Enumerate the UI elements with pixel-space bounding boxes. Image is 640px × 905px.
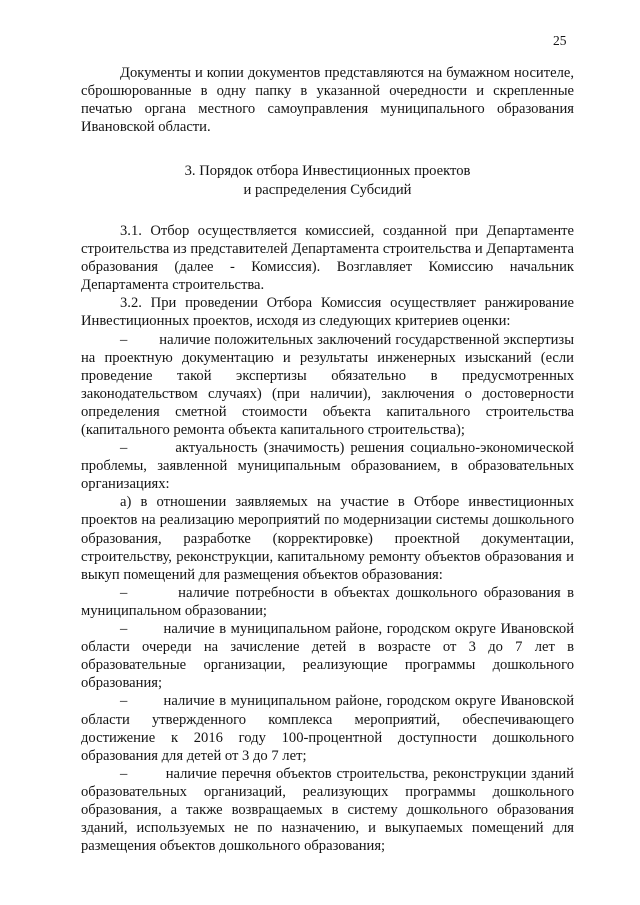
page-number: 25 — [553, 33, 567, 48]
criterion-expertise: – наличие положительных заключений государственной экспертизы на проектную документацию и результаты инженерных изысканий (если проведение такой экспертизы обязательно в предусмотренных законодательством случаях) (при наличии), заключения о достоверности определения сметной стоимости объекта капитального строительства (капитального ремонта объекта капитального строительства); — [81, 331, 574, 438]
criterion-queue: – наличие в муниципальном районе, городском округе Ивановской области очереди на зачисление детей в возрасте от 3 до 7 лет в образовательные организации, реализующие программы дошкольного образования; — [81, 621, 574, 692]
subparagraph-a: а) в отношении заявляемых на участие в Отборе инвестиционных проектов на реализацию мероприятий по модернизации системы дошкольного образования, разработке (корректировке) проектной документации, строительству, реконструкции, капитальному ремонту объектов образования и выкуп помещений для размещения объектов образования: — [81, 494, 574, 583]
intro-paragraph: Документы и копии документов представляются на бумажном носителе, сброшюрованные в одну папку в указанной очередности и скрепленные печатью органа местного самоуправления муниципального образования Ивановской области. — [81, 65, 574, 136]
criterion-need: – наличие потребности в объектах дошкольного образования в муниципальном образовании; — [81, 584, 574, 619]
paragraph-3-1: 3.1. Отбор осуществляется комиссией, созданной при Департаменте строительства из представителей Департамента строительства и Департамента образования (далее - Комиссия). Возглавляет Комиссию начальник Департамента строительства. — [81, 222, 574, 294]
section-heading-line-2: и распределения Субсидий — [243, 181, 412, 198]
section-heading-line-1: 3. Порядок отбора Инвестиционных проектов — [184, 163, 471, 180]
paragraph-3-2: 3.2. При проведении Отбора Комиссия осуществляет ранжирование Инвестиционных проектов, исходя из следующих критериев оценки: — [81, 295, 574, 330]
criterion-measures: – наличие в муниципальном районе, городском округе Ивановской области утвержденного комплекса мероприятий, обеспечивающего достижение к 2016 году 100-процентной доступности дошкольного образования для детей от 3 до 7 лет; — [81, 693, 574, 764]
criterion-relevance: – актуальность (значимость) решения социально-экономической проблемы, заявленной муниципальным образованием, в образовательных организациях: — [81, 440, 574, 493]
document-body — [81, 64, 574, 855]
section-heading — [81, 162, 574, 199]
criterion-objects-list: – наличие перечня объектов строительства, реконструкции зданий образовательных организаций, реализующих программы дошкольного образования, а также возвращаемых в систему дошкольного образования зданий, используемых не по назначению, и выкупаемых помещений для размещения объектов дошкольного образования; — [81, 765, 574, 855]
